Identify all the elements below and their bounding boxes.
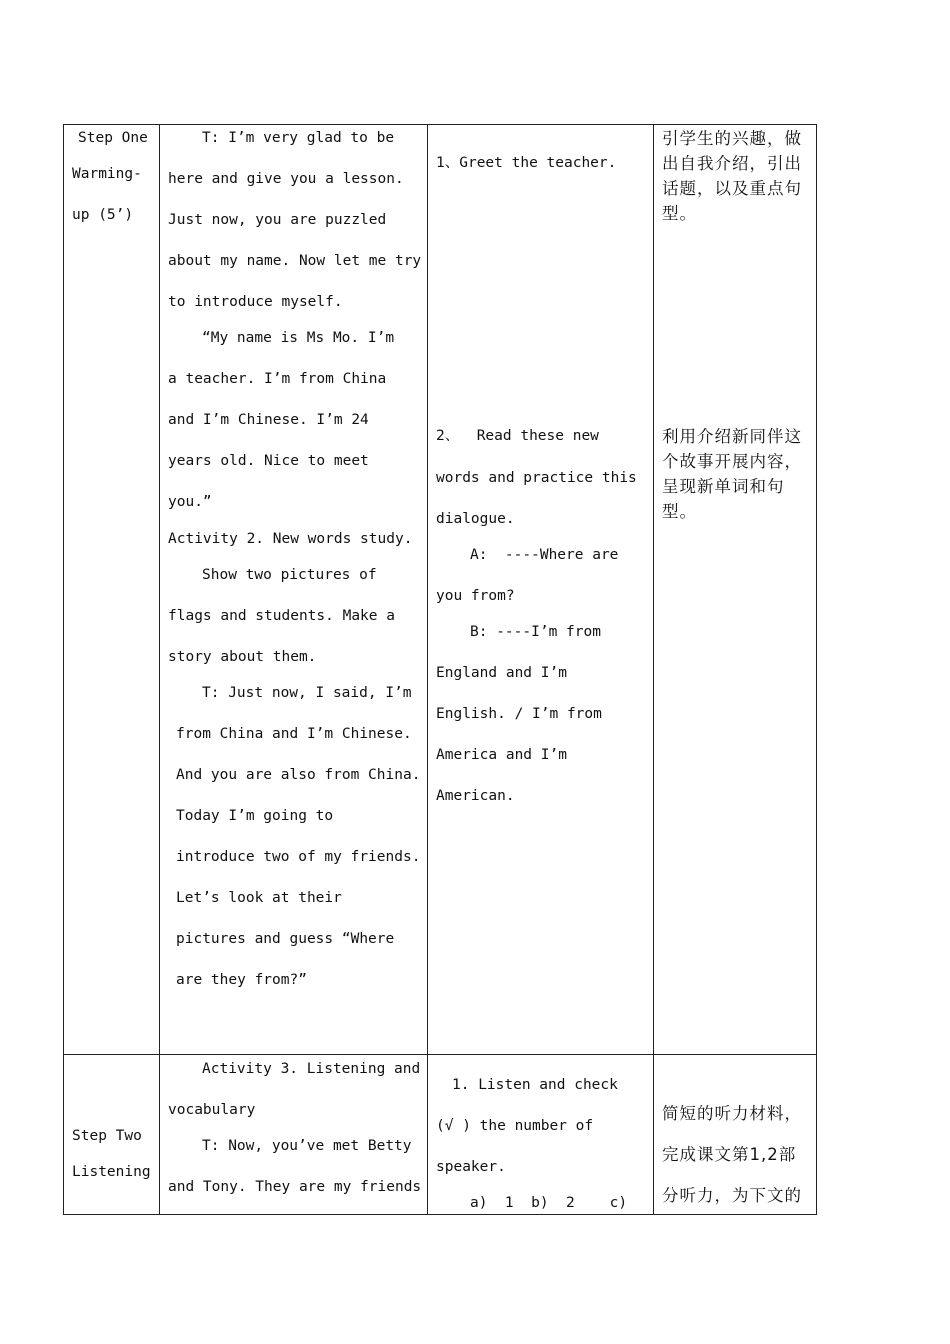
student-text-line: speaker.: [436, 1159, 506, 1175]
student-text-line: (√ ) the number of: [436, 1118, 594, 1134]
teacher-text-line: Show two pictures of: [202, 567, 377, 583]
teacher-text-line: T: Just now, I said, I’m: [202, 685, 412, 701]
teacher-activity-cell: [160, 125, 428, 1055]
purpose-text: 引学生的兴趣，做出自我介绍，引出话题，以及重点句型。: [662, 129, 802, 223]
teacher-text-line: from China and I’m Chinese.: [176, 726, 412, 742]
teacher-text-line: T: I’m very glad to be: [202, 130, 395, 146]
step-label-line: Step One: [78, 130, 148, 146]
step-cell: [64, 125, 160, 1055]
teacher-text-line: Activity 3. Listening and: [202, 1061, 421, 1077]
student-text-line: you from?: [436, 588, 515, 604]
student-text-line: America and I’m: [436, 747, 567, 763]
student-text-line: 1. Listen and check: [452, 1077, 618, 1093]
teacher-text-line: a teacher. I’m from China: [168, 371, 387, 387]
student-text-line: words and practice this: [436, 470, 637, 486]
teacher-text-line: pictures and guess “Where: [176, 931, 395, 947]
teacher-text-line: “My name is Ms Mo. I’m: [202, 330, 395, 346]
teacher-text-line: and Tony. They are my friends: [168, 1179, 422, 1195]
student-text-line: A: ----Where are: [470, 547, 619, 563]
step-label-line: Listening: [72, 1164, 151, 1180]
purpose-text: 简短的听力材料，完成课文第1,2部分听力，为下文的: [662, 1104, 802, 1205]
teacher-text-line: to introduce myself.: [168, 294, 343, 310]
teacher-text-line: here and give you a lesson.: [168, 171, 404, 187]
table-row-listening: [64, 1055, 817, 1215]
student-text-line: B: ----I’m from: [470, 624, 601, 640]
teacher-text-line: T: Now, you’ve met Betty: [202, 1138, 412, 1154]
purpose-cell: [654, 125, 817, 1055]
teacher-text-line: years old. Nice to meet: [168, 453, 369, 469]
student-text-line: 2、 Read these new: [436, 428, 599, 444]
teacher-text-line: you.”: [168, 494, 212, 510]
purpose-cell: [654, 1055, 817, 1215]
step-label-line: up (5’): [72, 207, 134, 223]
teacher-activity-cell: [160, 1055, 428, 1215]
step-label-line: Warming-: [72, 166, 142, 182]
student-activity-cell: [428, 1055, 654, 1215]
table-row-warming-up: [64, 125, 817, 1055]
teacher-text-line: introduce two of my friends.: [176, 849, 421, 865]
teacher-text-line: Activity 2. New words study.: [168, 531, 413, 547]
teacher-text-line: are they from?”: [176, 972, 307, 988]
student-text-line: 1、Greet the teacher.: [436, 155, 617, 171]
student-text-line: dialogue.: [436, 511, 515, 527]
teacher-text-line: Today I’m going to: [176, 808, 334, 824]
student-text-line: American.: [436, 788, 515, 804]
purpose-text: 利用介绍新同伴这个故事开展内容，呈现新单词和句型。: [662, 427, 802, 521]
teacher-text-line: about my name. Now let me try: [168, 253, 422, 269]
student-text-line: a) 1 b) 2 c): [470, 1195, 628, 1211]
teacher-text-line: story about them.: [168, 649, 317, 665]
student-text-line: England and I’m: [436, 665, 567, 681]
teacher-text-line: Just now, you are puzzled: [168, 212, 387, 228]
lesson-plan-table: [63, 124, 817, 1215]
teacher-text-line: and I’m Chinese. I’m 24: [168, 412, 369, 428]
teacher-text-line: vocabulary: [168, 1102, 256, 1118]
teacher-text-line: Let’s look at their: [176, 890, 342, 906]
step-label-line: Step Two: [72, 1128, 142, 1144]
teacher-text-line: And you are also from China.: [176, 767, 421, 783]
step-cell: [64, 1055, 160, 1215]
teacher-text-line: flags and students. Make a: [168, 608, 395, 624]
student-activity-cell: [428, 125, 654, 1055]
student-text-line: English. / I’m from: [436, 706, 602, 722]
